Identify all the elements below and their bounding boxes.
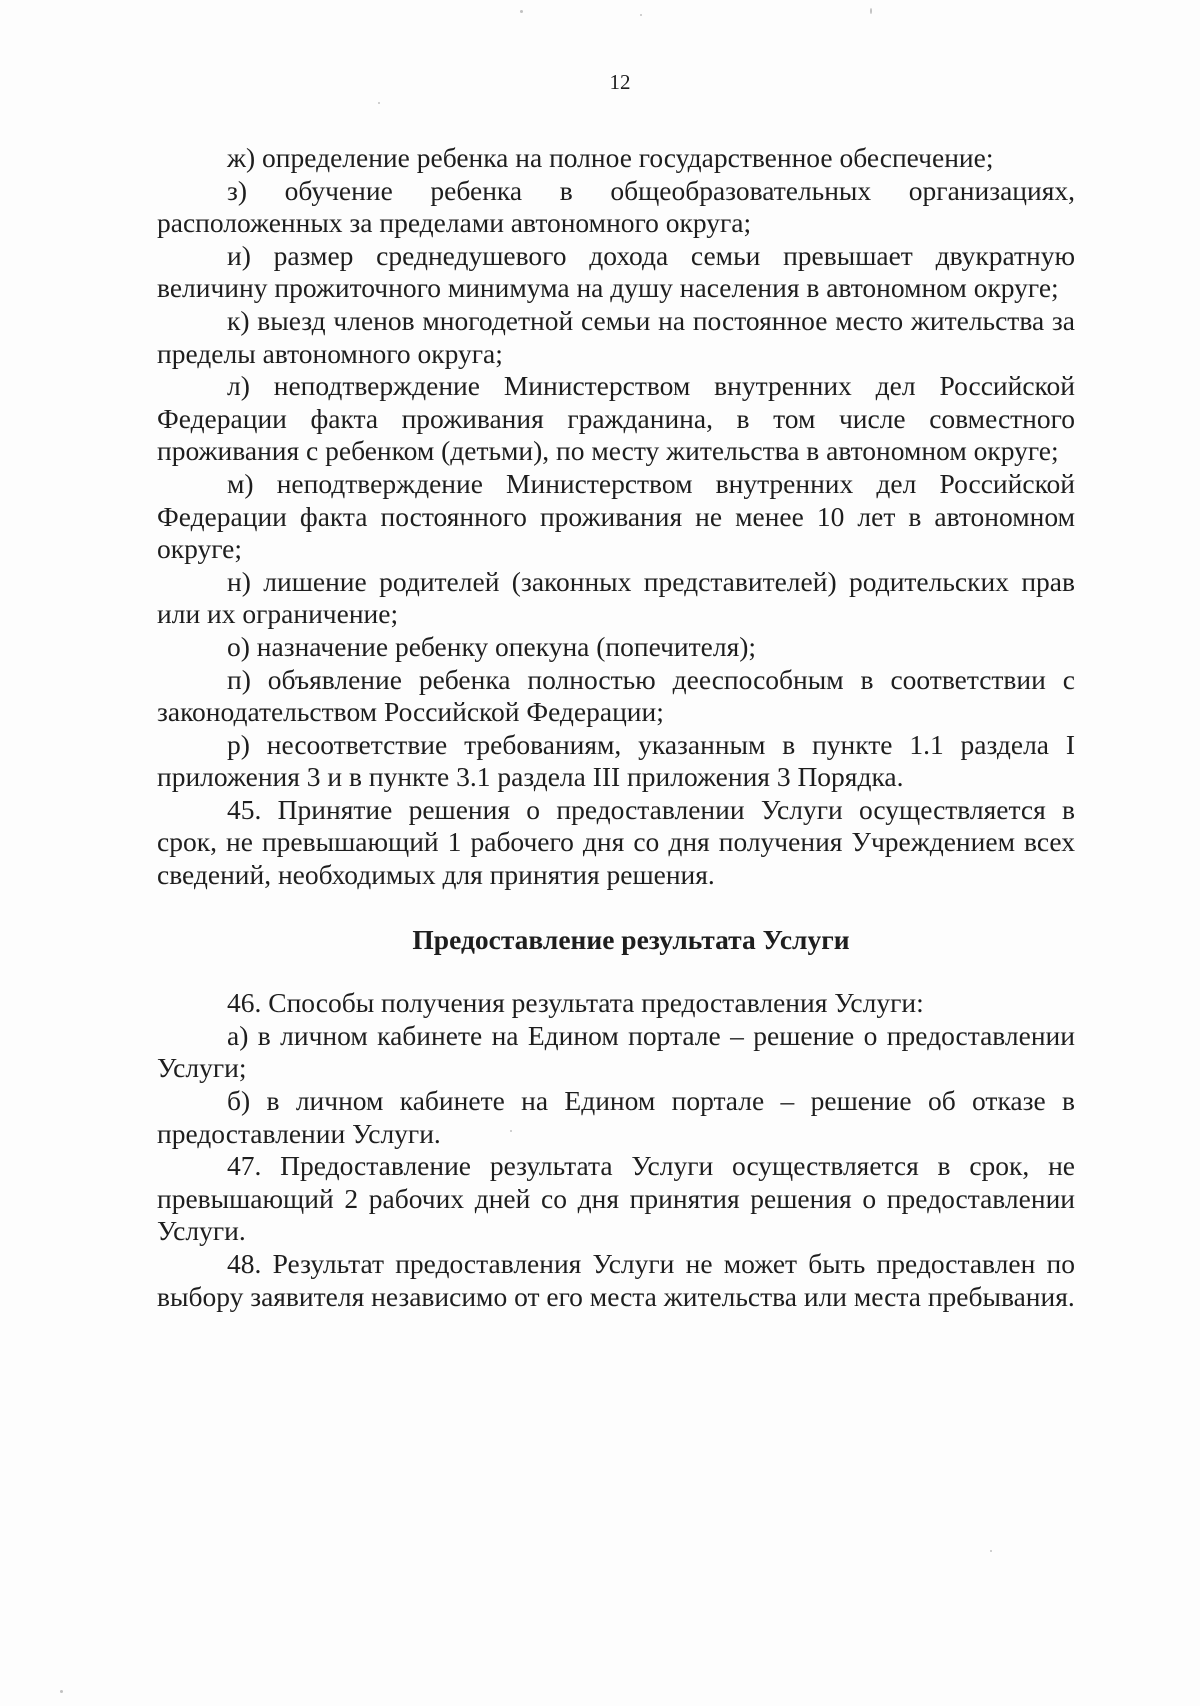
list-item-z: з) обучение ребенка в общеобразовательных организациях, расположенных за пределами автономного округа; (157, 174, 1075, 239)
section-heading: Предоставление результата Услуги (412, 923, 850, 955)
document-body (157, 142, 1075, 1313)
list-item-o: о) назначение ребенку опекуна (попечителя); (227, 630, 757, 662)
scan-speck (60, 1690, 63, 1693)
list-item-n: н) лишение родителей (законных представителей) родительских прав или их ограничение; (157, 565, 1075, 630)
clause-48: 48. Результат предоставления Услуги не может быть предоставлен по выбору заявителя независимо от его места жительства или места пребывания. (157, 1248, 1075, 1312)
clause-45: 45. Принятие решения о предоставлении Услуги осуществляется в срок, не превышающий 1 рабочего дня со дня получения Учреждением всех сведений, необходимых для принятия решения. (157, 793, 1075, 891)
list-item-i: и) размер среднедушевого дохода семьи превышает двукратную величину прожиточного минимума на душу населения в автономном округе; (157, 239, 1075, 304)
clause-46: 46. Способы получения результата предоставления Услуги: (227, 987, 924, 1019)
list-item-a: а) в личном кабинете на Едином портале – решение о предоставлении Услуги; (157, 1019, 1075, 1084)
list-item-r: р) несоответствие требованиям, указанным в пункте 1.1 раздела I приложения 3 и в пункте 3.1 раздела III приложения 3 Порядка. (157, 728, 1075, 793)
list-item-zh: ж) определение ребенка на полное государственное обеспечение; (227, 142, 994, 173)
scan-speck (378, 102, 380, 104)
list-item-m: м) неподтверждение Министерством внутренних дел Российской Федерации факта постоянного проживания не менее 10 лет в автономном округе; (157, 467, 1075, 565)
list-item-b: б) в личном кабинете на Едином портале – решение об отказе в предоставлении Услуги. (157, 1085, 1075, 1149)
clause-47: 47. Предоставление результата Услуги осуществляется в срок, не превышающий 2 рабочих дней со дня принятия решения о предоставлении Услуги. (157, 1150, 1075, 1247)
list-item-l: л) неподтверждение Министерством внутренних дел Российской Федерации факта проживания гражданина, в том числе совместного проживания с ребенком (детьми), по месту жительства в автономном округе; (157, 370, 1075, 467)
scan-speck (520, 10, 523, 13)
list-item-p: п) объявление ребенка полностью дееспособным в соответствии с законодательством Российской Федерации; (157, 663, 1075, 728)
list-item-k: к) выезд членов многодетной семьи на постоянное место жительства за пределы автономного округа; (157, 304, 1075, 369)
page-number: 12 (609, 70, 631, 94)
scan-speck (870, 8, 872, 14)
scan-speck (990, 1550, 992, 1552)
scan-speck (510, 1130, 512, 1132)
scan-speck (640, 14, 642, 16)
